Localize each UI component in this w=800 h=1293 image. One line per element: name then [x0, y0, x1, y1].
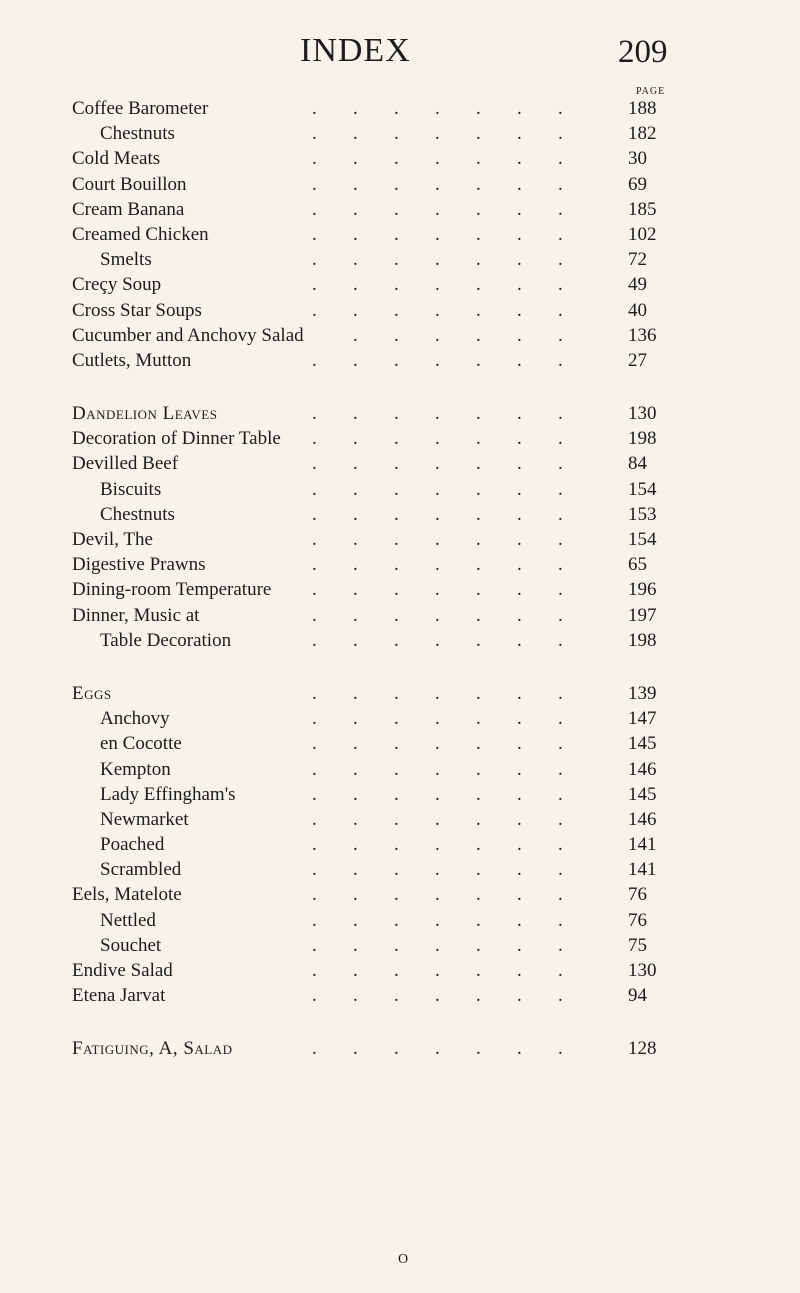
- entry-page-number: 130: [628, 960, 657, 981]
- entry-page-number: 69: [628, 173, 647, 195]
- dot-leader: . . . . . . .: [312, 198, 563, 220]
- index-group: [72, 96, 684, 373]
- dot-leader: . . . . . . .: [312, 223, 563, 245]
- entry-label: Devil, The: [72, 529, 153, 550]
- entry-label: Scrambled: [100, 859, 182, 881]
- index-entry: [72, 782, 684, 807]
- index-group: [72, 681, 684, 1008]
- entry-label: Eggs: [72, 682, 112, 704]
- dot-leader: . . . . . . .: [312, 148, 563, 170]
- index-entry: [72, 451, 684, 476]
- dot-leader: . . . . . . .: [312, 604, 563, 626]
- entry-label: Endive Salad: [72, 960, 173, 981]
- entry-label: Table Decoration: [100, 629, 232, 651]
- index-entry: [72, 577, 684, 602]
- entry-page-number: 182: [628, 123, 657, 145]
- index-entry: [72, 298, 684, 323]
- dot-leader: . . . . . . .: [312, 503, 563, 525]
- entry-label: Etena Jarvat: [72, 985, 166, 1007]
- entry-label: Newmarket: [100, 808, 189, 830]
- entry-page-number: 198: [628, 629, 657, 651]
- entry-page-number: 27: [628, 349, 647, 371]
- entry-label: Decoration of Dinner Table: [72, 428, 281, 450]
- entry-page-number: 141: [628, 859, 657, 881]
- entry-label: Poached: [100, 834, 165, 856]
- index-entry: [72, 908, 684, 933]
- index-list: [72, 96, 684, 1090]
- dot-leader: . . . . . . .: [312, 934, 563, 956]
- dot-leader: . . . . . . .: [312, 428, 563, 450]
- entry-page-number: 84: [628, 453, 647, 475]
- index-entry: [72, 172, 684, 197]
- dot-leader: . . . . . . .: [312, 1038, 563, 1060]
- dot-leader: . . . . . . .: [312, 708, 563, 730]
- page-number: 209: [618, 34, 668, 70]
- index-group: [72, 1036, 684, 1061]
- index-entry: [72, 757, 684, 782]
- index-entry: [72, 933, 684, 958]
- index-entry: [72, 552, 684, 577]
- entry-label: Smelts: [100, 249, 152, 271]
- entry-label: Creamed Chicken: [72, 223, 209, 245]
- index-entry: [72, 121, 684, 146]
- index-entry: [72, 882, 684, 907]
- entry-page-number: 145: [628, 733, 657, 755]
- index-entry: [72, 401, 684, 426]
- index-entry: [72, 247, 684, 272]
- dot-leader: . . . . . . .: [312, 403, 563, 425]
- entry-label: Cucumber and Anchovy Salad: [72, 324, 304, 346]
- dot-leader: . . . . . . .: [312, 758, 563, 780]
- index-entry: [72, 477, 684, 502]
- entry-page-number: 185: [628, 198, 657, 220]
- entry-label: Anchovy: [100, 708, 170, 730]
- dot-leader: . . . . . . .: [312, 834, 563, 856]
- dot-leader: . . . . . . .: [312, 960, 563, 981]
- page-header: [0, 32, 800, 82]
- entry-label: Souchet: [100, 934, 162, 956]
- entry-page-number: 147: [628, 708, 657, 730]
- running-title: INDEX: [300, 32, 411, 69]
- entry-page-number: 49: [628, 274, 647, 296]
- entry-page-number: 75: [628, 934, 647, 956]
- entry-page-number: 94: [628, 985, 647, 1007]
- dot-leader: . . . . . . .: [312, 98, 563, 119]
- index-entry: [72, 323, 684, 348]
- entry-label: Fatiguing, A, Salad: [72, 1038, 233, 1060]
- entry-label: Lady Effingham's: [100, 783, 236, 805]
- dot-leader: . . . . . . .: [312, 249, 563, 271]
- entry-label: en Cocotte: [100, 733, 182, 755]
- entry-label: Dandelion Leaves: [72, 403, 218, 425]
- entry-label: Court Bouillon: [72, 173, 187, 195]
- index-entry: [72, 146, 684, 171]
- entry-page-number: 130: [628, 403, 657, 425]
- index-entry: [72, 527, 684, 552]
- entry-label: Cutlets, Mutton: [72, 349, 192, 371]
- entry-label: Kempton: [100, 758, 171, 780]
- index-entry: [72, 958, 684, 983]
- index-entry: [72, 832, 684, 857]
- entry-label: Chestnuts: [100, 123, 175, 145]
- entry-page-number: 154: [628, 529, 657, 550]
- dot-leader: . . . . . . .: [312, 985, 563, 1007]
- entry-page-number: 128: [628, 1038, 657, 1060]
- entry-page-number: 197: [628, 604, 657, 626]
- index-entry: [72, 222, 684, 247]
- dot-leader: . . . . . . .: [312, 274, 563, 296]
- index-entry: [72, 706, 684, 731]
- entry-label: Nettled: [100, 909, 156, 931]
- entry-label: Dinner, Music at: [72, 604, 200, 626]
- entry-page-number: 188: [628, 98, 657, 119]
- entry-page-number: 76: [628, 909, 647, 931]
- index-entry: [72, 857, 684, 882]
- entry-page-number: 65: [628, 554, 647, 576]
- entry-page-number: 76: [628, 884, 647, 906]
- entry-label: Digestive Prawns: [72, 554, 206, 576]
- entry-label: Dining-room Temperature: [72, 579, 272, 601]
- entry-label: Devilled Beef: [72, 453, 179, 475]
- entry-page-number: 30: [628, 148, 647, 170]
- entry-page-number: 72: [628, 249, 647, 271]
- entry-page-number: 136: [628, 324, 657, 346]
- dot-leader: . . . . . . .: [312, 884, 563, 906]
- dot-leader: . . . . . . .: [312, 629, 563, 651]
- entry-page-number: 154: [628, 478, 657, 500]
- index-entry: [72, 681, 684, 706]
- entry-page-number: 196: [628, 579, 657, 601]
- entry-label: Cream Banana: [72, 198, 185, 220]
- dot-leader: . . . . . . .: [312, 349, 563, 371]
- index-group: [72, 401, 684, 653]
- page-column-label: PAGE: [636, 86, 666, 97]
- index-entry: [72, 197, 684, 222]
- entry-page-number: 146: [628, 808, 657, 830]
- dot-leader: . . . . . . .: [312, 173, 563, 195]
- index-entry: [72, 426, 684, 451]
- dot-leader: . . . . . . .: [312, 123, 563, 145]
- index-entry: [72, 731, 684, 756]
- entry-page-number: 198: [628, 428, 657, 450]
- index-entry: [72, 1036, 684, 1061]
- index-entry: [72, 628, 684, 653]
- index-entry: [72, 502, 684, 527]
- entry-label: Eels, Matelote: [72, 884, 182, 906]
- dot-leader: . . . . . . .: [312, 859, 563, 881]
- entry-label: Cross Star Soups: [72, 299, 202, 321]
- entry-label: Coffee Barometer: [72, 98, 209, 119]
- entry-page-number: 145: [628, 783, 657, 805]
- index-entry: [72, 603, 684, 628]
- dot-leader: . . . . . . .: [312, 299, 563, 321]
- dot-leader: . . . . . . .: [312, 783, 563, 805]
- dot-leader: . . . . . . .: [312, 808, 563, 830]
- index-entry: [72, 807, 684, 832]
- entry-label: Cold Meats: [72, 148, 161, 170]
- index-entry: [72, 272, 684, 297]
- entry-page-number: 40: [628, 299, 647, 321]
- dot-leader: . . . . . . .: [312, 478, 563, 500]
- dot-leader: . . . . . . .: [312, 554, 563, 576]
- entry-page-number: 102: [628, 223, 657, 245]
- index-entry: [72, 348, 684, 373]
- dot-leader: . . . . . . .: [312, 733, 563, 755]
- dot-leader: . . . . . . .: [312, 909, 563, 931]
- entry-label: Chestnuts: [100, 503, 175, 525]
- entry-page-number: 153: [628, 503, 657, 525]
- index-entry: [72, 96, 684, 121]
- signature-mark: O: [398, 1252, 409, 1267]
- dot-leader: . . . . . . .: [312, 682, 563, 704]
- dot-leader: . . . . . .: [353, 324, 563, 346]
- entry-label: Biscuits: [100, 478, 162, 500]
- entry-page-number: 146: [628, 758, 657, 780]
- entry-page-number: 139: [628, 682, 657, 704]
- index-entry: [72, 983, 684, 1008]
- entry-label: Creçy Soup: [72, 274, 162, 296]
- entry-page-number: 141: [628, 834, 657, 856]
- dot-leader: . . . . . . .: [312, 579, 563, 601]
- dot-leader: . . . . . . .: [312, 529, 563, 550]
- dot-leader: . . . . . . .: [312, 453, 563, 475]
